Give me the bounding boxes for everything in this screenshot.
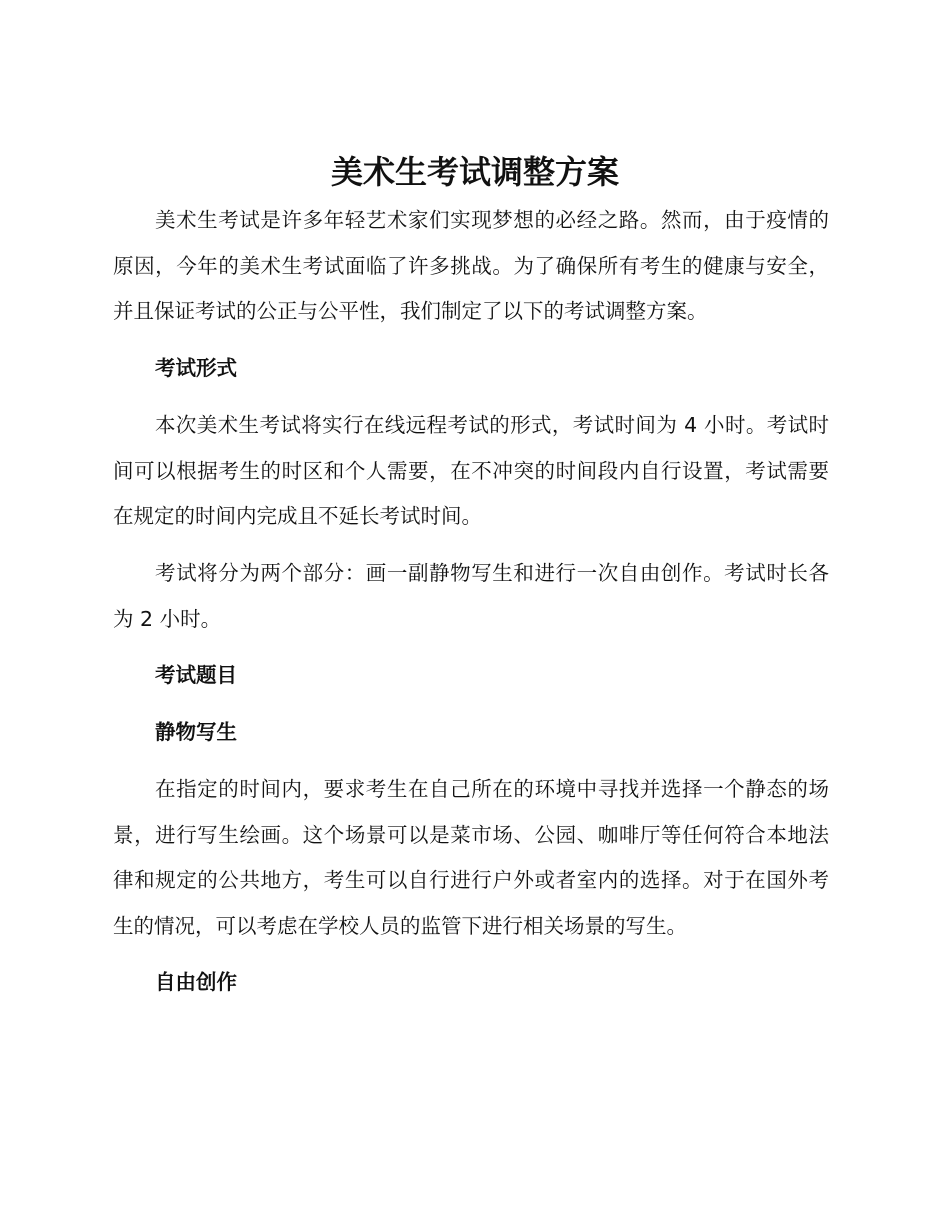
subheading-free-creation: 自由创作 xyxy=(155,970,237,994)
subheading-still-life: 静物写生 xyxy=(155,720,237,744)
section-heading-exam-topics: 考试题目 xyxy=(155,663,237,687)
document-title: 美术生考试调整方案 xyxy=(330,153,619,191)
exam-parts-paragraph: 考试将分为两个部分：画一副静物写生和进行一次自由创作。考试时长各为 2 小时。 xyxy=(113,561,829,631)
intro-paragraph: 美术生考试是许多年轻艺术家们实现梦想的必经之路。然而，由于疫情的原因，今年的美术生考试面临了许多挑战。为了确保所有考生的健康与安全，并且保证考试的公正与公平性，我们制定了以下的考试调整方案。 xyxy=(113,208,829,323)
section-heading-exam-format: 考试形式 xyxy=(155,356,237,380)
exam-format-paragraph: 本次美术生考试将实行在线远程考试的形式，考试时间为 4 小时。考试时间可以根据考生的时区和个人需要，在不冲突的时间段内自行设置，考试需要在规定的时间内完成且不延长考试时间。 xyxy=(113,413,829,528)
still-life-paragraph: 在指定的时间内，要求考生在自己所在的环境中寻找并选择一个静态的场景，进行写生绘画。这个场景可以是菜市场、公园、咖啡厅等任何符合本地法律和规定的公共地方，考生可以自行进行户外或者室内的选择。对于在国外考生的情况，可以考虑在学校人员的监管下进行相关场景的写生。 xyxy=(113,777,829,938)
